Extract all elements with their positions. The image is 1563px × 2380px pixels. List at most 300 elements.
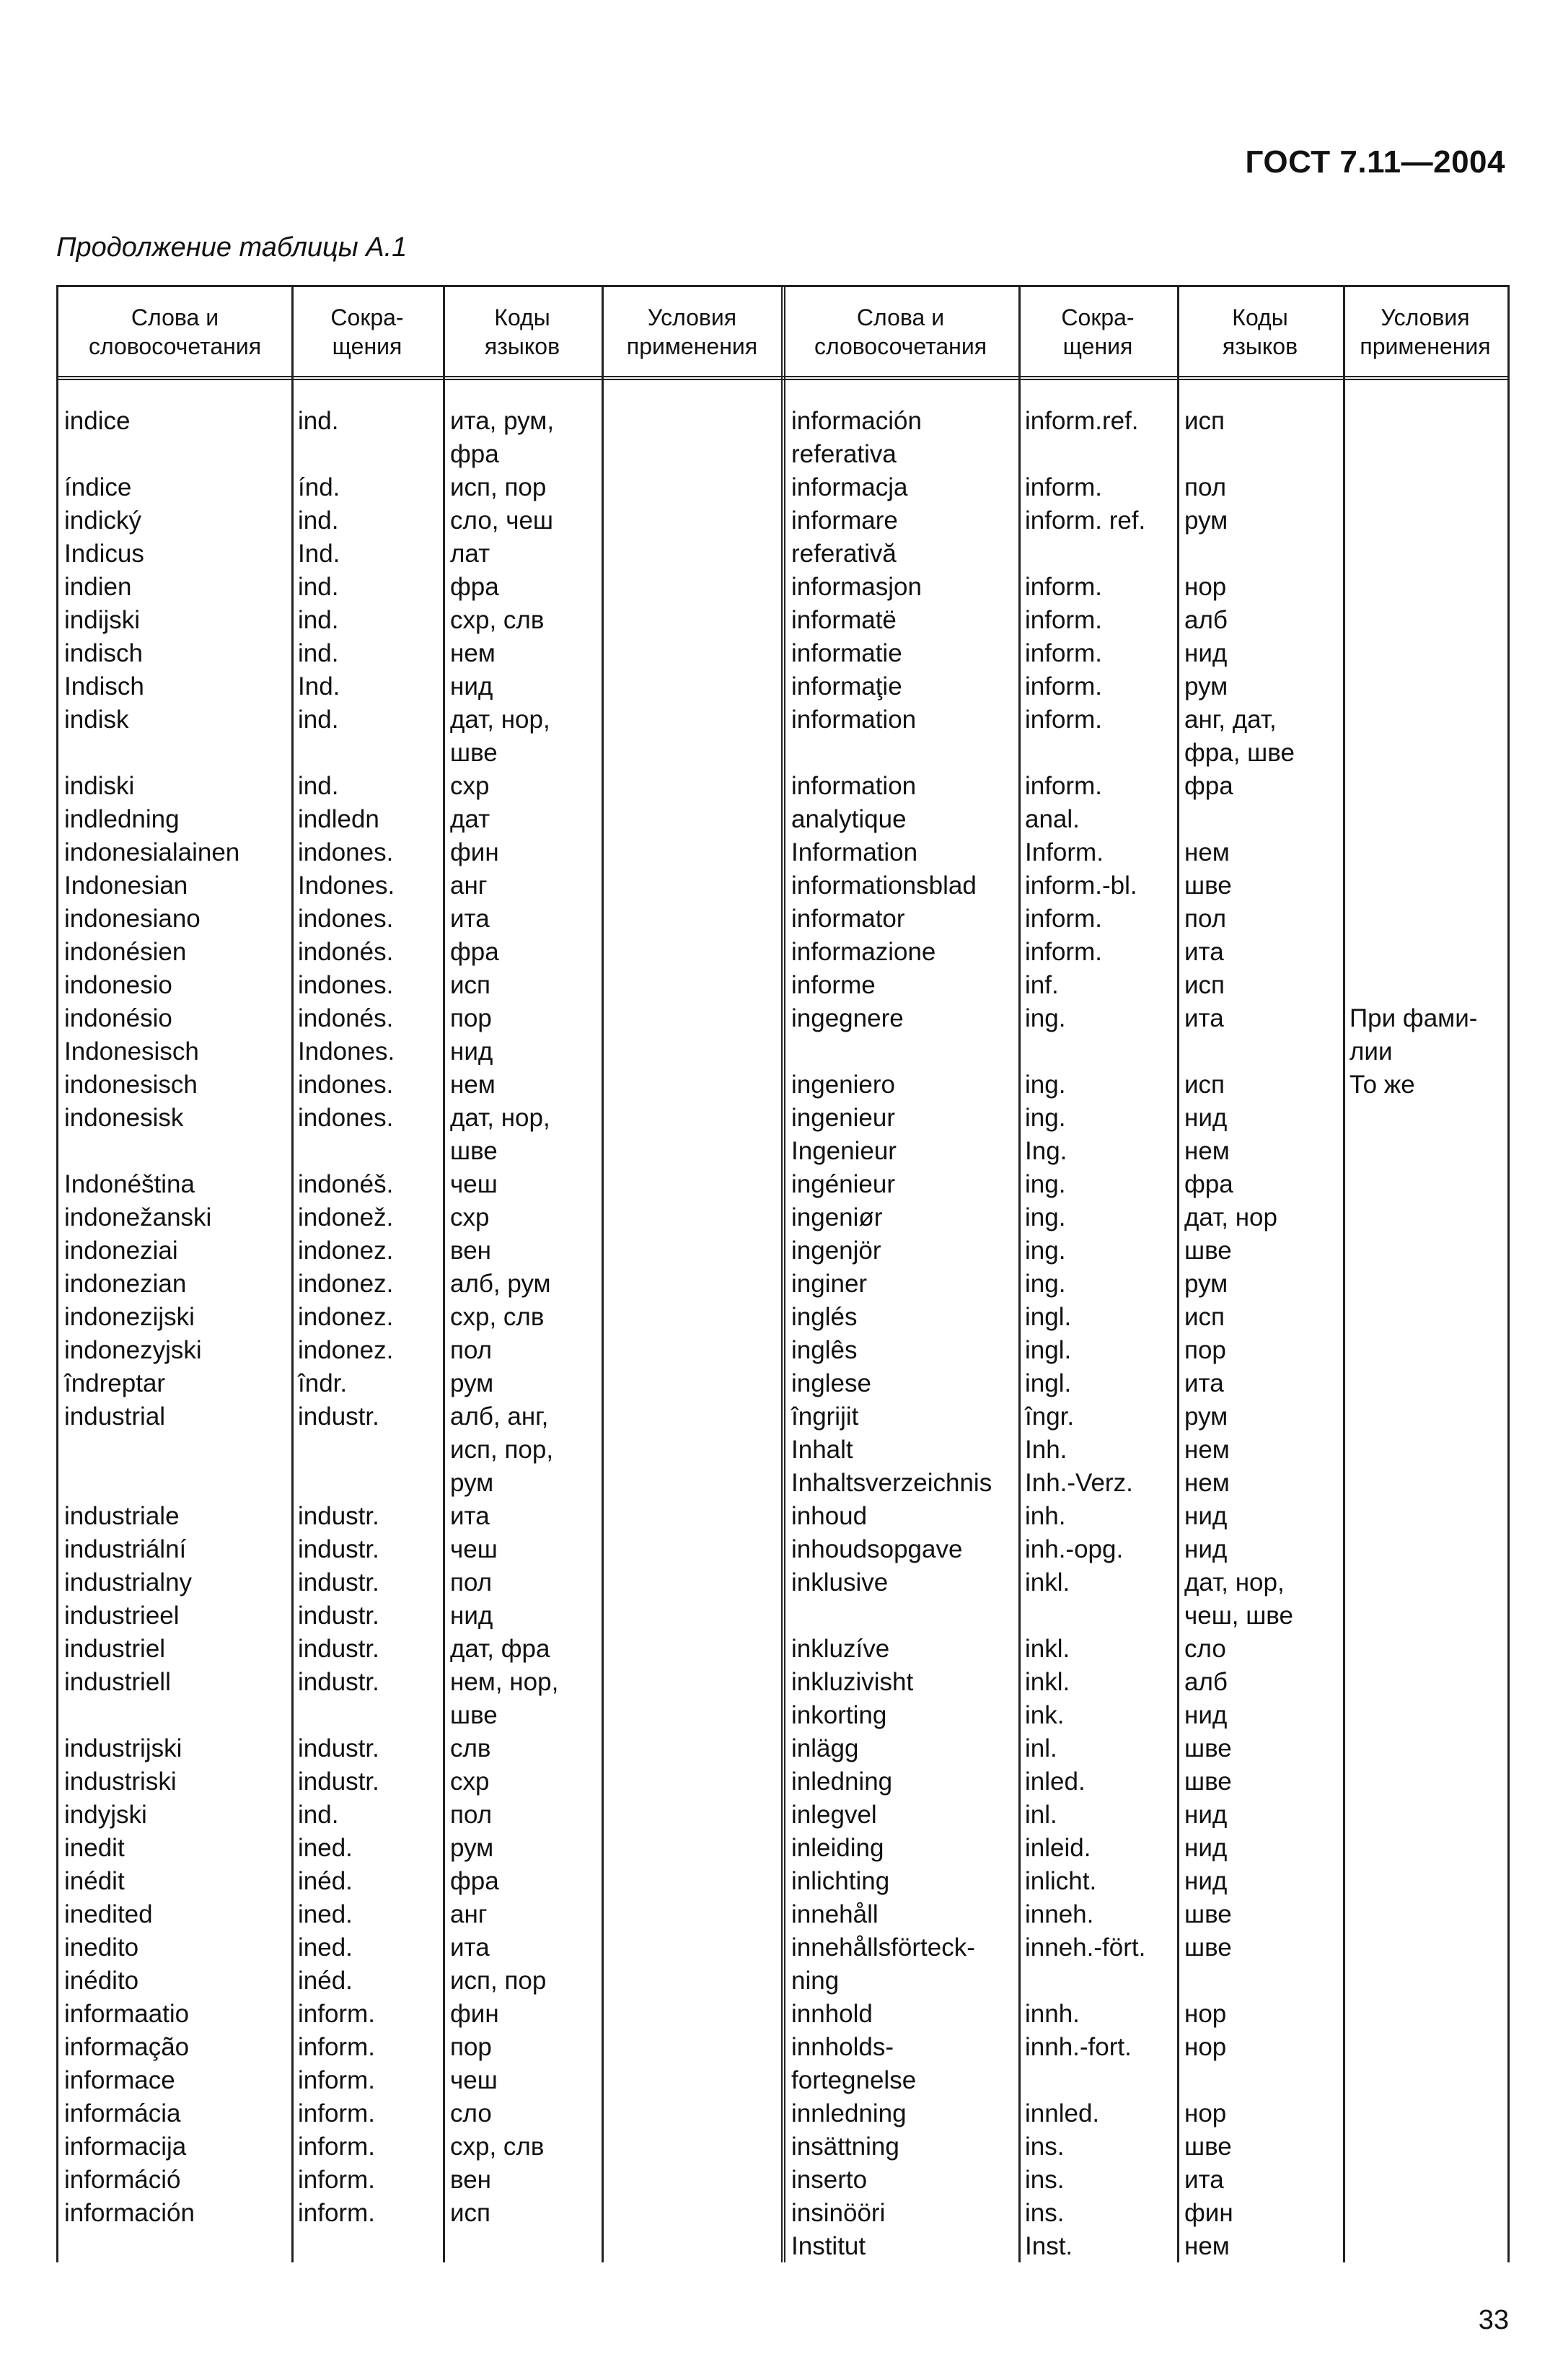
table-row — [58, 969, 1507, 1002]
cell-abbr-right: inneh.-fört. — [1025, 1933, 1146, 1962]
cell-codes-left: нем — [450, 639, 496, 667]
cell-word-left: indyjski — [64, 1801, 147, 1829]
cell-word-right: information — [791, 706, 917, 734]
cell-abbr-left: inform. — [298, 2166, 375, 2194]
cell-codes-left: лат — [450, 540, 490, 568]
cell-codes-left: шве — [450, 739, 498, 767]
cell-codes-right: фра — [1184, 1170, 1233, 1198]
cell-codes-left: слв — [450, 1734, 491, 1762]
cell-codes-right: ита — [1184, 2166, 1224, 2194]
cell-word-left: industriell — [64, 1668, 171, 1696]
cell-word-left: Indonesian — [64, 871, 188, 900]
cell-codes-left: ита, рум, — [450, 407, 555, 435]
cell-codes-left: исп, пор, — [450, 1436, 554, 1464]
cell-abbr-right: ing. — [1025, 1170, 1066, 1198]
cell-word-right: ingenjör — [791, 1237, 881, 1265]
cell-word-left: industrijski — [64, 1734, 182, 1762]
cell-abbr-right: inkl. — [1025, 1668, 1070, 1696]
cell-abbr-left: Indones. — [298, 1037, 395, 1066]
table-row — [58, 1135, 1507, 1168]
cell-abbr-right: ing. — [1025, 1203, 1066, 1231]
cell-abbr-right: inh.-opg. — [1025, 1535, 1124, 1563]
table-row — [58, 2130, 1507, 2164]
cell-word-right: inklusive — [791, 1568, 889, 1597]
cell-word-left: indonezijski — [64, 1303, 195, 1331]
table-row — [58, 571, 1507, 604]
cell-codes-left: исп, пор — [450, 1967, 547, 1995]
cell-abbr-right: innh. — [1025, 2000, 1080, 2028]
cell-codes-right: шве — [1184, 1768, 1232, 1796]
cell-word-right: inhoud — [791, 1502, 868, 1530]
cell-codes-left: схр, слв — [450, 606, 545, 634]
cell-abbr-right: ing. — [1025, 1071, 1066, 1099]
table-row — [58, 803, 1507, 836]
cell-word-right: ingegnere — [791, 1004, 904, 1032]
table-row — [58, 1566, 1507, 1599]
cell-word-right: inleiding — [791, 1834, 884, 1862]
cell-abbr-right: Ing. — [1025, 1137, 1067, 1165]
cell-codes-right: нор — [1184, 573, 1227, 601]
cell-codes-left: нид — [450, 1037, 493, 1066]
cell-abbr-left: inform. — [298, 2000, 375, 2028]
table-row — [58, 1732, 1507, 1765]
cell-word-left: informácia — [64, 2099, 181, 2127]
cell-word-right: inkluzíve — [791, 1635, 890, 1663]
cell-codes-right: пор — [1184, 1336, 1226, 1364]
cell-abbr-right: inkl. — [1025, 1635, 1070, 1663]
cell-codes-left: шве — [450, 1137, 498, 1165]
cell-abbr-left: ind. — [298, 1801, 339, 1829]
table-row — [58, 1666, 1507, 1699]
cell-word-left: industriální — [64, 1535, 187, 1563]
cell-abbr-right: inform. — [1025, 606, 1102, 634]
cell-codes-left: пол — [450, 1336, 493, 1364]
cell-codes-left: фра — [450, 1867, 499, 1895]
cell-word-left: industriel — [64, 1635, 166, 1663]
cell-abbr-right: Inform. — [1025, 838, 1104, 866]
cell-abbr-left: inéd. — [298, 1867, 353, 1895]
cell-abbr-left: ind. — [298, 407, 339, 435]
cell-codes-right: нид — [1184, 1701, 1228, 1729]
cell-word-right: informasjon — [791, 573, 922, 601]
cell-codes-left: дат — [450, 805, 490, 833]
cell-codes-left: ита — [450, 1502, 490, 1530]
cell-word-right: información — [791, 407, 922, 435]
cell-abbr-right: Inh.-Verz. — [1025, 1469, 1133, 1497]
cell-word-right: inkorting — [791, 1701, 887, 1729]
cell-codes-right: ита — [1184, 1369, 1224, 1397]
cell-abbr-right: inform. — [1025, 905, 1102, 933]
cell-abbr-left: Ind. — [298, 672, 340, 701]
cell-word-right: informationsblad — [791, 871, 977, 900]
cell-codes-right: шве — [1184, 871, 1232, 900]
cell-word-right: information — [791, 772, 917, 800]
cell-abbr-right: inh. — [1025, 1502, 1066, 1530]
cell-word-right: ingeniero — [791, 1071, 895, 1099]
abbreviation-table — [56, 285, 1510, 2262]
table-row — [58, 1334, 1507, 1367]
cell-word-left: Indonesisch — [64, 1037, 199, 1066]
cell-word-right: inglês — [791, 1336, 858, 1364]
cell-word-right: innholds- — [791, 2033, 894, 2061]
cell-abbr-left: industr. — [298, 1602, 379, 1630]
cell-codes-left: вен — [450, 1237, 491, 1265]
cell-abbr-right: innled. — [1025, 2099, 1100, 2127]
cell-abbr-left: Ind. — [298, 540, 340, 568]
cell-abbr-right: ingl. — [1025, 1369, 1072, 1397]
cell-word-left: indonezyjski — [64, 1336, 202, 1364]
cell-codes-left: фра — [450, 573, 499, 601]
cell-codes-right: рум — [1184, 1270, 1228, 1298]
cell-codes-right: нем — [1184, 838, 1230, 866]
cell-codes-right: нид — [1184, 1502, 1228, 1530]
cell-codes-left: рум — [450, 1469, 494, 1497]
cell-word-left: industriale — [64, 1502, 180, 1530]
cell-word-left: inédit — [64, 1867, 125, 1895]
table-row — [58, 1301, 1507, 1334]
cell-codes-left: нем — [450, 1071, 496, 1099]
cell-word-right: informazione — [791, 938, 936, 966]
cell-codes-left: схр, слв — [450, 1303, 545, 1331]
cell-word-right: informaţie — [791, 672, 902, 701]
cell-abbr-left: industr. — [298, 1568, 379, 1597]
cell-codes-right: шве — [1184, 1900, 1232, 1928]
cell-abbr-right: inform. — [1025, 473, 1102, 501]
cell-abbr-left: ind. — [298, 606, 339, 634]
cell-codes-right: фин — [1184, 2199, 1233, 2227]
cell-abbr-right: inform. — [1025, 706, 1102, 734]
cell-word-right: inlägg — [791, 1734, 859, 1762]
cell-abbr-left: ind. — [298, 772, 339, 800]
cell-abbr-right: anal. — [1025, 805, 1080, 833]
table-row — [58, 1500, 1507, 1533]
cell-codes-left: ита — [450, 905, 490, 933]
cell-word-left: industriski — [64, 1768, 177, 1796]
cell-word-right: insättning — [791, 2133, 899, 2161]
cell-codes-right: фра, шве — [1184, 739, 1295, 767]
cell-word-right: informatie — [791, 639, 902, 667]
cell-codes-left: дат, фра — [450, 1635, 550, 1663]
cell-codes-left: схр — [450, 1203, 490, 1231]
cell-word-left: indledning — [64, 805, 180, 833]
cell-abbr-left: ind. — [298, 506, 339, 535]
cell-word-right: innehåll — [791, 1900, 879, 1928]
cell-word-left: indonésio — [64, 1004, 172, 1032]
cell-abbr-left: industr. — [298, 1502, 379, 1530]
cell-codes-left: чеш — [450, 2066, 498, 2094]
cell-word-right: informe — [791, 971, 876, 999]
cell-codes-left: анг — [450, 1900, 488, 1928]
cell-abbr-left: indones. — [298, 838, 394, 866]
cell-abbr-left: industr. — [298, 1734, 379, 1762]
cell-word-right: fortegnelse — [791, 2066, 917, 2094]
cell-word-right: informacja — [791, 473, 908, 501]
cell-abbr-left: industr. — [298, 1635, 379, 1663]
cell-abbr-right: ins. — [1025, 2133, 1065, 2161]
table-row — [58, 1467, 1507, 1500]
cell-word-right: Ingenieur — [791, 1137, 897, 1165]
cell-word-left: Indonéština — [64, 1170, 195, 1198]
cell-word-right: inlegvel — [791, 1801, 877, 1829]
cell-codes-right: нид — [1184, 1104, 1228, 1132]
cell-word-right: informatë — [791, 606, 897, 634]
standard-designation: ГОСТ 7.11—2004 — [1245, 144, 1505, 180]
cell-codes-left: фин — [450, 2000, 499, 2028]
cell-codes-left: шве — [450, 1701, 498, 1729]
cell-abbr-left: indonéš. — [298, 1170, 394, 1198]
cell-abbr-left: industr. — [298, 1535, 379, 1563]
cell-codes-left: пол — [450, 1568, 493, 1597]
cell-word-left: indisk — [64, 706, 129, 734]
cell-codes-left: фра — [450, 938, 499, 966]
cell-abbr-right: inform.-bl. — [1025, 871, 1137, 900]
cell-word-right: Inhaltsverzeichnis — [791, 1469, 992, 1497]
cell-word-left: índice — [64, 473, 132, 501]
cell-codes-left: фра — [450, 440, 499, 468]
cell-word-left: îndreptar — [64, 1369, 166, 1397]
cell-abbr-right: inled. — [1025, 1768, 1086, 1796]
cell-word-right: inlichting — [791, 1867, 890, 1895]
cell-abbr-right: inl. — [1025, 1734, 1057, 1762]
table-body — [58, 405, 1507, 2263]
cell-codes-right: пол — [1184, 473, 1227, 501]
table-row — [58, 1268, 1507, 1301]
cell-abbr-right: inkl. — [1025, 1568, 1070, 1597]
cell-codes-left: сло — [450, 2099, 492, 2127]
cell-word-right: referativa — [791, 440, 897, 468]
table-row — [58, 1367, 1507, 1400]
cell-codes-right: нид — [1184, 1867, 1228, 1895]
cell-codes-left: ита — [450, 1933, 490, 1962]
cell-codes-left: исп, пор — [450, 473, 547, 501]
cell-codes-right: нид — [1184, 1801, 1228, 1829]
table-row — [58, 1699, 1507, 1732]
cell-word-left: indonésien — [64, 938, 187, 966]
cell-abbr-right: ing. — [1025, 1237, 1066, 1265]
cell-abbr-left: îndr. — [298, 1369, 348, 1397]
table-row — [58, 903, 1507, 936]
cell-conditions-right: лии — [1350, 1037, 1393, 1066]
cell-codes-right: рум — [1184, 506, 1228, 535]
cell-codes-left: исп — [450, 2199, 491, 2227]
cell-abbr-left: indonez. — [298, 1336, 394, 1364]
cell-codes-right: фра — [1184, 772, 1233, 800]
table-row — [58, 670, 1507, 703]
cell-codes-right: ита — [1184, 1004, 1224, 1032]
cell-codes-right: ита — [1184, 938, 1224, 966]
cell-abbr-left: indones. — [298, 971, 394, 999]
table-row — [58, 1168, 1507, 1201]
cell-abbr-left: índ. — [298, 473, 340, 501]
table-row — [58, 1201, 1507, 1234]
header-conditions-left: Условия применения — [626, 304, 758, 359]
table-row — [58, 1898, 1507, 1931]
table-row — [58, 1068, 1507, 1102]
cell-word-left: informaatio — [64, 2000, 190, 2028]
table-row — [58, 405, 1507, 438]
cell-codes-left: дат, нор, — [450, 706, 550, 734]
header-codes-left: Коды языков — [484, 304, 560, 359]
cell-word-left: informacija — [64, 2133, 187, 2161]
cell-codes-right: шве — [1184, 2133, 1232, 2161]
cell-codes-right: чеш, шве — [1184, 1602, 1293, 1630]
table-row — [58, 2197, 1507, 2230]
table-row — [58, 1102, 1507, 1135]
cell-codes-right: исп — [1184, 971, 1225, 999]
table-row — [58, 438, 1507, 471]
page-number: 33 — [1478, 2305, 1509, 2335]
cell-codes-right: нор — [1184, 2033, 1227, 2061]
cell-abbr-left: indonez. — [298, 1237, 394, 1265]
cell-word-right: informare — [791, 506, 898, 535]
cell-abbr-left: industr. — [298, 1402, 379, 1431]
cell-codes-right: нем — [1184, 2232, 1230, 2260]
cell-word-left: inedit — [64, 1834, 125, 1862]
header-codes-right: Коды языков — [1222, 304, 1298, 359]
cell-abbr-left: inform. — [298, 2199, 375, 2227]
cell-word-right: inglés — [791, 1303, 858, 1331]
table-row — [58, 1433, 1507, 1467]
cell-abbr-left: ind. — [298, 639, 339, 667]
cell-word-right: Inhalt — [791, 1436, 853, 1464]
cell-abbr-left: indones. — [298, 1071, 394, 1099]
cell-word-right: ingenieur — [791, 1104, 895, 1132]
cell-word-right: inserto — [791, 2166, 868, 2194]
table-row — [58, 504, 1507, 537]
cell-abbr-left: inform. — [298, 2033, 375, 2061]
cell-codes-right: анг, дат, — [1184, 706, 1277, 734]
table-row — [58, 471, 1507, 504]
cell-word-right: inginer — [791, 1270, 868, 1298]
cell-abbr-right: ingl. — [1025, 1336, 1072, 1364]
cell-abbr-left: inform. — [298, 2066, 375, 2094]
cell-word-right: inledning — [791, 1768, 893, 1796]
cell-word-right: innehållsförteck- — [791, 1933, 975, 1962]
cell-codes-right: шве — [1184, 1933, 1232, 1962]
table-row — [58, 1633, 1507, 1666]
cell-abbr-left: indledn — [298, 805, 379, 833]
cell-word-left: indonežanski — [64, 1203, 212, 1231]
cell-codes-right: алб — [1184, 1668, 1228, 1696]
cell-codes-right: дат, нор — [1184, 1203, 1277, 1231]
cell-codes-right: нор — [1184, 2099, 1227, 2127]
cell-word-right: Institut — [791, 2232, 866, 2260]
cell-abbr-right: ins. — [1025, 2166, 1065, 2194]
cell-word-left: industrial — [64, 1402, 166, 1431]
cell-codes-left: алб, анг, — [450, 1402, 549, 1431]
table-row — [58, 1035, 1507, 1068]
cell-word-left: inedito — [64, 1933, 139, 1962]
cell-abbr-right: inform. — [1025, 573, 1102, 601]
cell-abbr-right: ing. — [1025, 1104, 1066, 1132]
table-row — [58, 2230, 1507, 2263]
cell-abbr-left: indonez. — [298, 1303, 394, 1331]
cell-word-right: innledning — [791, 2099, 907, 2127]
cell-word-right: analytique — [791, 805, 907, 833]
cell-word-right: îngrijit — [791, 1402, 859, 1431]
table-row — [58, 1002, 1507, 1035]
cell-word-left: indický — [64, 506, 141, 535]
cell-codes-left: пор — [450, 2033, 492, 2061]
cell-codes-right: нем — [1184, 1436, 1230, 1464]
cell-codes-right: исп — [1184, 1071, 1225, 1099]
cell-codes-left: алб, рум — [450, 1270, 551, 1298]
header-abbr-right: Сокра- щения — [1061, 304, 1135, 359]
cell-word-right: Information — [791, 838, 918, 866]
cell-codes-left: нем, нор, — [450, 1668, 559, 1696]
cell-word-left: információ — [64, 2166, 181, 2194]
table-row — [58, 703, 1507, 737]
cell-codes-left: фин — [450, 838, 499, 866]
header-words-right: Слова и словосочетания — [814, 304, 987, 359]
table-row — [58, 1234, 1507, 1268]
table-row — [58, 1865, 1507, 1898]
cell-abbr-left: indones. — [298, 905, 394, 933]
table-row — [58, 869, 1507, 903]
cell-abbr-left: indonez. — [298, 1270, 394, 1298]
cell-word-left: indonesialainen — [64, 838, 240, 866]
cell-abbr-left: inform. — [298, 2099, 375, 2127]
cell-abbr-right: inform. — [1025, 772, 1102, 800]
cell-codes-left: нид — [450, 1602, 493, 1630]
cell-word-left: inédito — [64, 1967, 139, 1995]
cell-word-right: informator — [791, 905, 905, 933]
cell-codes-right: нид — [1184, 1535, 1228, 1563]
cell-word-left: indonesisk — [64, 1104, 184, 1132]
cell-abbr-right: inform. — [1025, 672, 1102, 701]
cell-word-left: Indisch — [64, 672, 144, 701]
cell-abbr-left: indonés. — [298, 938, 394, 966]
cell-abbr-left: ind. — [298, 573, 339, 601]
cell-codes-left: вен — [450, 2166, 491, 2194]
cell-abbr-left: Indones. — [298, 871, 395, 900]
cell-abbr-right: inf. — [1025, 971, 1059, 999]
cell-word-left: inedited — [64, 1900, 153, 1928]
cell-codes-right: нид — [1184, 1834, 1228, 1862]
cell-word-left: indice — [64, 407, 131, 435]
cell-abbr-left: ined. — [298, 1933, 353, 1962]
cell-abbr-left: indones. — [298, 1104, 394, 1132]
cell-word-left: informação — [64, 2033, 190, 2061]
table-row — [58, 1931, 1507, 1964]
cell-conditions-right: При фами- — [1350, 1004, 1478, 1032]
cell-abbr-right: inform.ref. — [1025, 407, 1139, 435]
cell-word-left: indonezian — [64, 1270, 187, 1298]
cell-word-right: referativă — [791, 540, 897, 568]
cell-codes-right: рум — [1184, 672, 1228, 701]
cell-word-left: industrialny — [64, 1568, 193, 1597]
cell-word-right: insinööri — [791, 2199, 886, 2227]
cell-word-left: industrieel — [64, 1602, 180, 1630]
cell-abbr-right: îngr. — [1025, 1402, 1075, 1431]
cell-abbr-left: industr. — [298, 1668, 379, 1696]
cell-codes-right: исп — [1184, 407, 1225, 435]
header-conditions-right: Условия применения — [1360, 304, 1491, 359]
cell-word-left: información — [64, 2199, 195, 2227]
cell-abbr-left: inform. — [298, 2133, 375, 2161]
cell-abbr-left: ind. — [298, 706, 339, 734]
cell-abbr-left: ined. — [298, 1834, 353, 1862]
table-row — [58, 770, 1507, 803]
table-row — [58, 2031, 1507, 2064]
cell-codes-right: нем — [1184, 1137, 1230, 1165]
table-row — [58, 1400, 1507, 1433]
cell-codes-right: нид — [1184, 639, 1228, 667]
table-row — [58, 737, 1507, 770]
cell-codes-right: алб — [1184, 606, 1228, 634]
cell-word-right: ingénieur — [791, 1170, 895, 1198]
cell-abbr-left: ined. — [298, 1900, 353, 1928]
